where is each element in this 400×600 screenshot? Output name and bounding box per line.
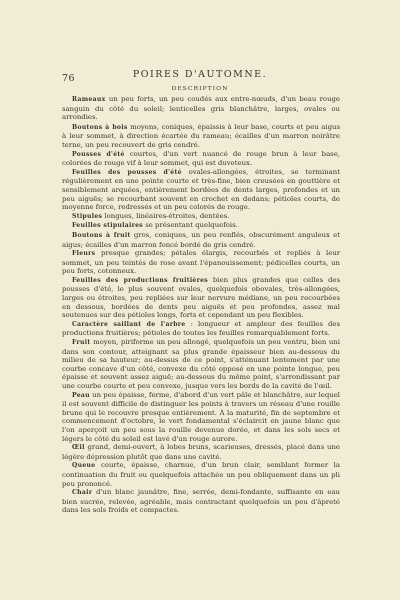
paragraph-label: Pousses d'été bbox=[72, 150, 125, 158]
paragraph-caractere bbox=[62, 320, 340, 338]
paragraph-text: moyens, coniques, épaissis à leur base, courts et peu aigus à leur sommet, à direction écartée du rameau; écailles d'un marron noirâtre terne, un peu recouvert de gris cendré. bbox=[62, 122, 340, 149]
paragraph-feuilles-productions bbox=[62, 276, 340, 320]
section-heading: DESCRIPTION bbox=[171, 86, 229, 92]
paragraph-label: Boutons à fruit bbox=[72, 231, 131, 239]
paragraph-rameaux bbox=[62, 95, 340, 122]
paragraph-label: Feuilles des productions fruitières bbox=[72, 276, 209, 284]
paragraph-boutons-bois bbox=[62, 123, 340, 150]
paragraph-pousses bbox=[62, 150, 340, 168]
paragraph-label: Feuilles stipulaires bbox=[72, 222, 144, 230]
paragraph-label: Œil bbox=[72, 444, 85, 452]
paragraph-label: Chair bbox=[72, 489, 93, 497]
paragraph-chair bbox=[62, 488, 340, 515]
paragraph-feuilles-pousses bbox=[62, 168, 340, 212]
paragraph-text: gros, coniques, un peu renflés, obscurément anguleux et aigus; écailles d'un marron foncé bordé de gris cendré. bbox=[62, 230, 340, 249]
paragraph-label: Fleurs bbox=[72, 250, 96, 258]
paragraph-text: un peu forts, un peu coudés aux entre-nœuds, d'un beau rouge sanguin du côté du soleil; lenticelles gris blanchâtre, larges, ovales ou arrondies. bbox=[62, 95, 340, 122]
paragraph-text: bien plus grandes que celles des pousses d'été, le plus souvent ovales, quelquefois obovales, très-allongées, larges ou étroites, peu repliées sur leur nervure médiane, un peu recourbées en dessous, bordées de dents peu aiguës et peu profondes, assez mal soutenues sur des pétioles longs, forts et cependant un peu flexibles. bbox=[62, 275, 340, 320]
paragraph-feuilles-stipulaires bbox=[62, 221, 340, 231]
paragraph-text: courtes, d'un vert nuancé de rouge brun à leur base, colorées de rouge vif à leur sommet, qui est duveteux. bbox=[62, 149, 340, 168]
running-title: POIRES D'AUTOMNE. bbox=[132, 69, 268, 80]
paragraph-fruit bbox=[62, 338, 340, 391]
paragraph-text: ovales-allongées, étroites, se terminant régulièrement en une pointe courte et très-fine, bien creusées en gouttière et sensiblement arquées, entièrement bordées de dents larges, profondes et un peu aiguës; se recourbant souvent en crochet en dedans; pétioles courts, de moyenne force, redressés et un peu colorés de rouge. bbox=[62, 167, 341, 212]
paragraph-stipules bbox=[62, 212, 340, 222]
paragraph-text: d'un blanc jaunâtre, fine, serrée, demi-fondante, suffisante en eau bien sucrée, relevée, agréable, mais contractant quelquefois un peu d'âpreté dans les sols froids et compactes. bbox=[62, 488, 340, 515]
paragraph-label: Caractère saillant de l'arbre bbox=[72, 320, 186, 328]
paragraph-label: Queue bbox=[72, 462, 96, 470]
paragraph-text: grand, demi-ouvert, à lobes bruns, scarieuses, dressés, placé dans une légère dépression plutôt que dans une cavité. bbox=[62, 443, 340, 461]
paragraph-boutons-fruit bbox=[62, 231, 340, 249]
paragraph-text: moyen, piriforme un peu allongé, quelquefois un peu ventru, bien uni dans son contour, atteignant sa plus grande épaisseur bien au-dessous du milieu de sa hauteur; au-dessus de ce point, s'atténuant lentement par une courbe concave d'un côté, convexe du côté opposé en une pointe longue, peu épaisse et souvent assez aiguë; au-dessous du même point, s'arrondissant par une courbe courte et peu convexe, jusque vers les bords de la cavité de l'œil. bbox=[62, 338, 340, 390]
paragraph-label: Peau bbox=[72, 391, 90, 399]
paragraph-text: un peu épaisse, ferme, d'abord d'un vert pâle et blanchâtre, sur lequel il est souvent difficile de distinguer les points à travers un réseau d'une rouille brune qui le recouvre presque entièrement. À la maturité, fin de septembre et commencement d'octobre, le vert fondamental s'éclaircit en jaune blanc que l'on aperçoit un peu sous la rouille devenue dorée, et dans les sols secs et légers le côté du soleil est lavé d'un rouge aurore. bbox=[62, 390, 340, 443]
paragraph-label: Feuilles des pousses d'été bbox=[72, 168, 182, 176]
paragraph-queue bbox=[62, 461, 340, 488]
paragraph-label: Rameaux bbox=[72, 96, 106, 103]
paragraph-text: courte, épaisse, charnue, d'un brun clair, semblant former la continuation du fruit ou quelquefois attachée un peu obliquement dans un pli peu prononcé. bbox=[62, 461, 340, 488]
paragraph-label: Stipules bbox=[72, 212, 103, 220]
paragraph-text: : longueur et ampleur des feuilles des productions fruitières; pétioles de toutes les feuilles remarquablement forts. bbox=[62, 319, 341, 338]
paragraph-text: se présentant quelquefois. bbox=[145, 221, 238, 230]
paragraph-label: Fruit bbox=[72, 339, 91, 347]
paragraph-label: Boutons à bois bbox=[72, 123, 128, 131]
paragraph-fleurs bbox=[62, 249, 340, 276]
paragraph-text: longues, linéaires-étroites, dentées. bbox=[104, 211, 230, 220]
description-body bbox=[62, 95, 340, 515]
paragraph-peau bbox=[62, 391, 340, 444]
paragraph-oeil bbox=[62, 443, 340, 461]
page-number: 76 bbox=[62, 73, 76, 84]
paragraph-text: presque grandes; pétales élargis, recourbés et repliés à leur sommet, un peu teintés de rose avant l'épanouissement; pédicelles courts, un peu forts, cotonneux. bbox=[62, 249, 341, 276]
